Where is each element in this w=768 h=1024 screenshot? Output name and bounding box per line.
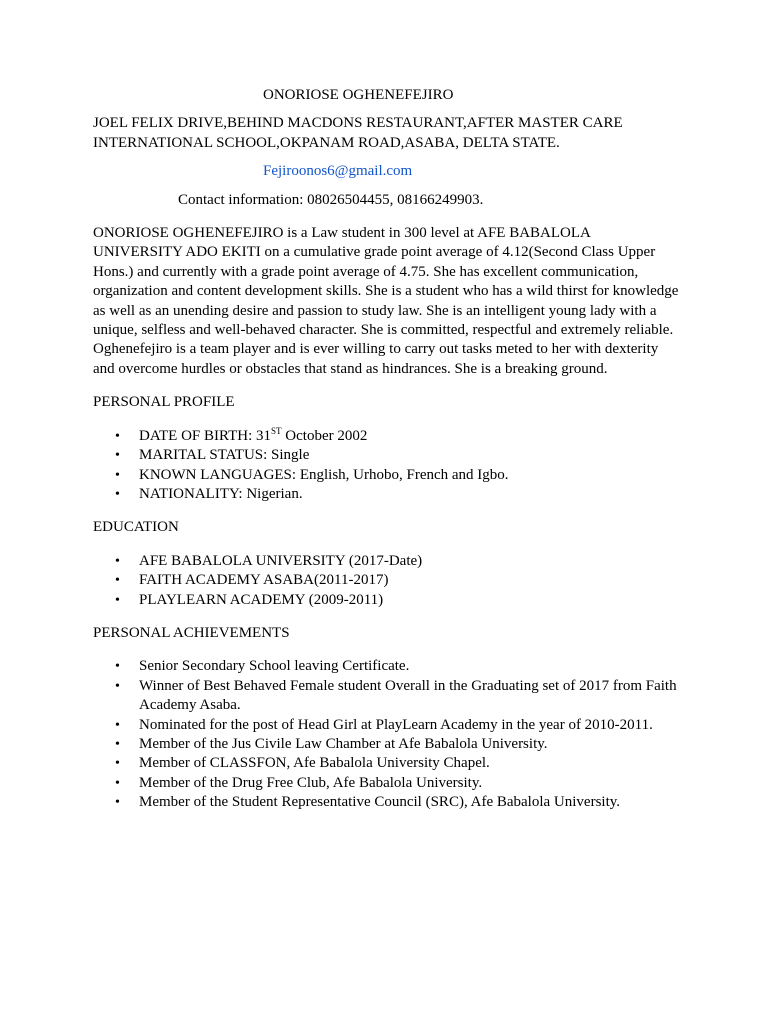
achievement-item: Senior Secondary School leaving Certificate.: [139, 658, 410, 675]
education-list: [93, 552, 683, 610]
bullet-icon: •: [115, 756, 120, 772]
list-item: [93, 427, 683, 446]
candidate-name: ONORIOSE OGHENEFEJIRO: [263, 87, 454, 103]
achievement-item: Member of the Student Representative Council (SRC), Afe Babalola University.: [139, 794, 621, 811]
achievement-item: Winner of Best Behaved Female student Overall in the Graduating set of 2017 from Faith Academy Asaba.: [139, 677, 677, 714]
personal-profile-heading: PERSONAL PROFILE: [93, 394, 235, 411]
education-item: AFE BABALOLA UNIVERSITY (2017-Date): [139, 552, 423, 569]
nationality: NATIONALITY: Nigerian.: [139, 485, 303, 502]
email-link[interactable]: Fejiroonos6@gmail.com: [263, 163, 413, 180]
list-item: [93, 446, 683, 465]
bullet-icon: •: [115, 592, 120, 608]
bullet-icon: •: [115, 717, 120, 733]
known-languages: KNOWN LANGUAGES: English, Urhobo, French and Igbo.: [139, 466, 509, 483]
list-item: [93, 657, 683, 676]
marital-status: MARITAL STATUS: Single: [139, 447, 310, 464]
achievement-item: Nominated for the post of Head Girl at PlayLearn Academy in the year of 2010-2011.: [139, 716, 653, 733]
dob-label: DATE OF BIRTH: 31: [139, 427, 272, 444]
address: JOEL FELIX DRIVE,BEHIND MACDONS RESTAURANT,AFTER MASTER CARE INTERNATIONAL SCHOOL,OKPANAM ROAD,ASABA, DELTA STATE.: [93, 115, 623, 151]
summary-paragraph: ONORIOSE OGHENEFEJIRO is a Law student in 300 level at AFE BABALOLA UNIVERSITY ADO EKITI on a cumulative grade point average of 4.12(Second Class Upper Hons.) and currently with a grade point average of 4.75. She has excellent communication, organization and content development skills. She is a student who has a wild thirst for knowledge as well as an unending desire and passion to study law. She is an intelligent young lady with a unique, selfless and well-behaved character. She is committed, respectful and extremely reliable. Oghenefejiro is a team player and is ever willing to carry out tasks meted to her with dexterity and overcome hurdles or obstacles that stand as hindrances. She is a breaking ground.: [93, 225, 679, 377]
list-item: [93, 571, 683, 590]
email-line: [93, 162, 683, 181]
education-item: PLAYLEARN ACADEMY (2009-2011): [139, 591, 384, 608]
list-item: [93, 466, 683, 485]
list-item: [93, 774, 683, 793]
bullet-icon: •: [115, 448, 120, 464]
list-item: [93, 754, 683, 773]
list-item: [93, 793, 683, 812]
achievement-item: Member of CLASSFON, Afe Babalola University Chapel.: [139, 755, 490, 772]
dob-value: October 2002: [281, 427, 368, 444]
list-item: [93, 735, 683, 754]
bullet-icon: •: [115, 467, 120, 483]
bullet-icon: •: [115, 659, 120, 675]
bullet-icon: •: [115, 486, 120, 502]
document-page: [93, 86, 683, 813]
bullet-icon: •: [115, 795, 120, 811]
bullet-icon: •: [115, 736, 120, 752]
achievement-item: Member of the Drug Free Club, Afe Babalola University.: [139, 774, 483, 791]
education-item: FAITH ACADEMY ASABA(2011-2017): [139, 572, 389, 589]
achievements-heading: PERSONAL ACHIEVEMENTS: [93, 624, 290, 641]
bullet-icon: •: [115, 775, 120, 791]
contact-information: Contact information: 08026504455, 08166249903.: [178, 191, 484, 208]
list-item: [93, 552, 683, 571]
bullet-icon: •: [115, 553, 120, 569]
dob-superscript: ST: [271, 425, 282, 436]
achievements-list: [93, 657, 683, 812]
list-item: [93, 677, 683, 716]
personal-profile-list: [93, 427, 683, 505]
list-item: [93, 485, 683, 504]
list-item: [93, 716, 683, 735]
list-item: [93, 591, 683, 610]
achievement-item: Member of the Jus Civile Law Chamber at Afe Babalola University.: [139, 735, 548, 752]
education-heading: EDUCATION: [93, 519, 179, 536]
bullet-icon: •: [115, 678, 120, 694]
bullet-icon: •: [115, 428, 120, 444]
bullet-icon: •: [115, 573, 120, 589]
